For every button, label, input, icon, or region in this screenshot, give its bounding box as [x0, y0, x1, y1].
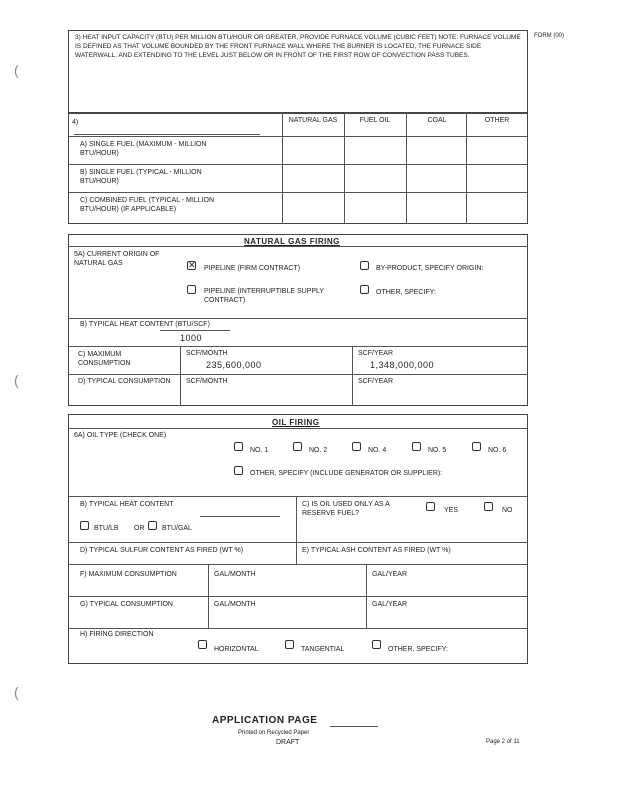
horizontal-label: HORIZONTAL: [214, 646, 259, 653]
fuel-table-underline: [74, 134, 260, 135]
btu-gal-checkbox[interactable]: [148, 521, 157, 530]
pipeline-interruptible-checkbox[interactable]: [187, 285, 196, 294]
ash-content-label: E) TYPICAL ASH CONTENT AS FIRED (WT %): [302, 547, 451, 554]
oil-typ-month-label: GAL/MONTH: [214, 601, 256, 608]
reserve-fuel-label: C) IS OIL USED ONLY AS A RESERVE FUEL?: [302, 501, 390, 517]
oil-no4-checkbox[interactable]: [352, 442, 361, 451]
btu-lb-label: BTU/LB: [94, 525, 119, 532]
oil-no5-label: NO. 5: [428, 447, 447, 454]
form-code: FORM (00): [534, 33, 564, 39]
gas-origin-label: 5A) CURRENT ORIGIN OF NATURAL GAS: [74, 251, 160, 267]
btu-lb-checkbox[interactable]: [80, 521, 89, 530]
furnace-volume-section: [68, 30, 528, 114]
firing-direction-label: H) FIRING DIRECTION: [80, 631, 154, 638]
gas-typ-year-label: SCF/YEAR: [358, 378, 394, 385]
reserve-yes-checkbox[interactable]: [426, 502, 435, 511]
gas-heat-content-value[interactable]: 1000: [180, 333, 203, 343]
by-product-checkbox[interactable]: [360, 261, 369, 270]
unit-or-label: OR: [134, 525, 145, 532]
page-number: Page 2 of 11: [486, 739, 520, 745]
col-natural-gas: NATURAL GAS: [288, 117, 338, 124]
oil-no4-label: NO. 4: [368, 447, 387, 454]
horizontal-checkbox[interactable]: [198, 640, 207, 649]
natural-gas-title: NATURAL GAS FIRING: [244, 237, 340, 246]
oil-firing-section: [68, 414, 528, 664]
pipeline-interruptible-label: PIPELINE (INTERRUPTIBLE SUPPLY CONTRACT): [204, 288, 324, 304]
other-direction-label: OTHER, SPECIFY:: [388, 646, 448, 653]
reserve-no-checkbox[interactable]: [484, 502, 493, 511]
oil-no1-label: NO. 1: [250, 447, 269, 454]
gas-max-month-label: SCF/MONTH: [186, 350, 228, 357]
oil-max-month-label: GAL/MONTH: [214, 571, 256, 578]
by-product-label: BY-PRODUCT, SPECIFY ORIGIN:: [376, 265, 484, 272]
oil-no6-checkbox[interactable]: [472, 442, 481, 451]
margin-mark-top: (: [14, 62, 19, 78]
oil-max-field[interactable]: [346, 138, 406, 163]
other-origin-checkbox[interactable]: [360, 285, 369, 294]
oil-no6-label: NO. 6: [488, 447, 507, 454]
oil-no2-checkbox[interactable]: [293, 442, 302, 451]
recycled-paper-note: Printed on Recycled Paper: [238, 730, 310, 736]
other-origin-label: OTHER, SPECIFY:: [376, 289, 436, 296]
row-combined-fuel: C) COMBINED FUEL (TYPICAL - MILLION BTU/HOUR) (IF APPLICABLE): [80, 197, 215, 213]
furnace-volume-text: 3) HEAT INPUT CAPACITY (BTU) PER MILLION BTU/HOUR OR GREATER, PROVIDE FURNACE VOLUME (CUBIC FEET) NOTE: FURNACE VOLUME IS DEFINED AS THAT VOLUME BOUNDED BY THE FRONT FURNACE WALL WHERE THE BURNER IS LOCATED, THE FURNACE SIDE WATERWALL, AND EXTENDING TO THE LEVEL JUST BELOW OR IN FRONT OF THE FIRST ROW OF CONVECTION PASS TUBES.: [75, 34, 521, 59]
gas-max-year-label: SCF/YEAR: [358, 350, 394, 357]
reserve-no-label: NO: [502, 507, 513, 514]
oil-firing-title: OIL FIRING: [272, 418, 320, 427]
gas-max-consumption-label: C) MAXIMUM CONSUMPTION: [78, 351, 131, 367]
oil-no2-label: NO. 2: [309, 447, 328, 454]
gas-heat-content-label: B) TYPICAL HEAT CONTENT (BTU/SCF): [80, 321, 210, 328]
oil-no5-checkbox[interactable]: [412, 442, 421, 451]
row-single-fuel-max: A) SINGLE FUEL (MAXIMUM - MILLION BTU/HOUR): [80, 141, 207, 157]
oil-max-year-label: GAL/YEAR: [372, 571, 408, 578]
sulfur-content-label: D) TYPICAL SULFUR CONTENT AS FIRED (WT %): [80, 547, 244, 554]
application-page-blank: [330, 726, 378, 727]
application-page-title: APPLICATION PAGE: [212, 715, 318, 726]
oil-max-consumption-label: F) MAXIMUM CONSUMPTION: [80, 571, 177, 578]
tangential-checkbox[interactable]: [285, 640, 294, 649]
gas-typ-month-label: SCF/MONTH: [186, 378, 228, 385]
gas-max-field[interactable]: [284, 138, 344, 163]
oil-no1-checkbox[interactable]: [234, 442, 243, 451]
fuel-table-number: 4): [72, 119, 79, 126]
pipeline-firm-label: PIPELINE (FIRM CONTRACT): [204, 265, 301, 272]
oil-typical-consumption-label: G) TYPICAL CONSUMPTION: [80, 601, 173, 608]
oil-heat-content-label: B) TYPICAL HEAT CONTENT: [80, 501, 174, 508]
gas-max-year-value[interactable]: 1,348,000,000: [370, 360, 435, 370]
btu-gal-label: BTU/GAL: [162, 525, 192, 532]
tangential-label: TANGENTIAL: [301, 646, 345, 653]
oil-typ-year-label: GAL/YEAR: [372, 601, 408, 608]
oil-other-label: OTHER, SPECIFY (INCLUDE GENERATOR OR SUPPLIER):: [250, 470, 443, 477]
col-fuel-oil: FUEL OIL: [359, 117, 391, 124]
margin-mark-bottom: (: [14, 684, 19, 700]
other-direction-checkbox[interactable]: [372, 640, 381, 649]
gas-typical-consumption-label: D) TYPICAL CONSUMPTION: [78, 378, 171, 385]
col-other: OTHER: [484, 117, 510, 124]
gas-max-month-value[interactable]: 235,600,000: [206, 360, 262, 370]
oil-other-checkbox[interactable]: [234, 466, 243, 475]
draft-label: DRAFT: [276, 739, 300, 746]
oil-type-label: 6A) OIL TYPE (CHECK ONE): [74, 432, 167, 439]
row-single-fuel-typical: B) SINGLE FUEL (TYPICAL - MILLION BTU/HOUR): [80, 169, 202, 185]
pipeline-firm-checkbox[interactable]: [187, 261, 196, 270]
margin-mark-middle: (: [14, 372, 19, 388]
reserve-yes-label: YES: [444, 507, 459, 514]
col-coal: COAL: [427, 117, 447, 124]
